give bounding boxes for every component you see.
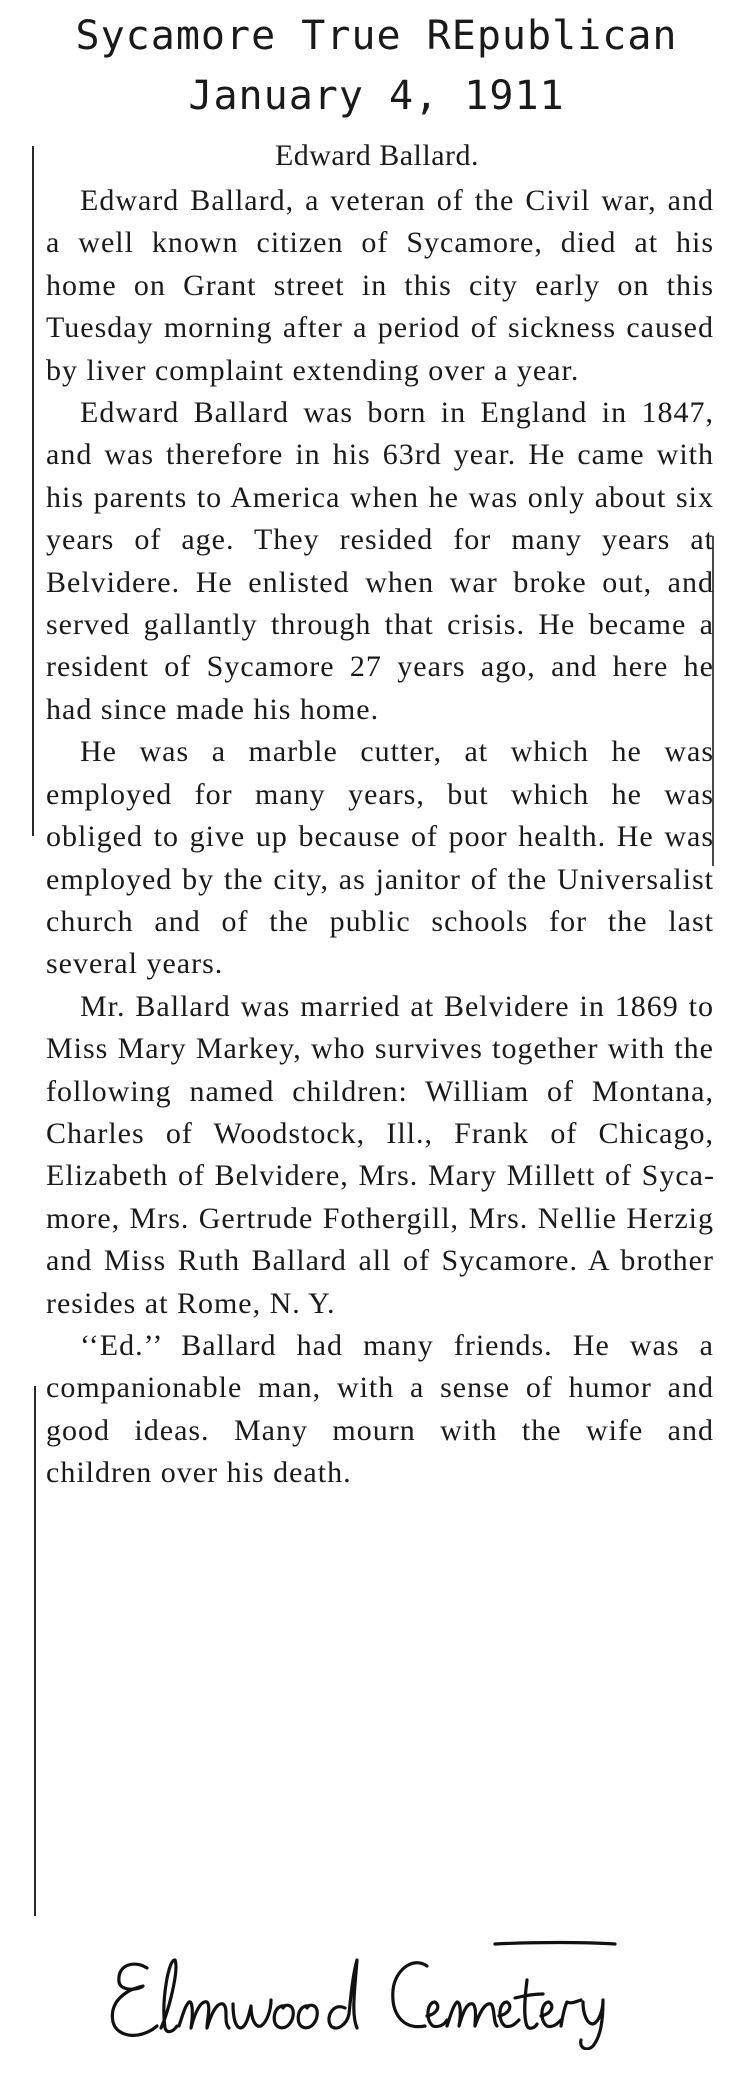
article-paragraph: ‘‘Ed.’’ Ballard had many friends. He was a companionable man, with a sense of humor and good ideas. Many mourn with the wife and children over his death. — [46, 1328, 714, 1490]
article-body — [46, 180, 714, 1495]
handwritten-note-elmwood-cemetery — [95, 1930, 655, 2050]
article-paragraph: Edward Ballard, a veteran of the Civil war, and a well known citizen of Sycamore, died at his home on Grant street in this city early on this Tuesday morning after a period of sickness caused by liver complaint extending over a year. — [46, 184, 714, 387]
publication-date: January 4, 1911 — [188, 73, 565, 119]
article-paragraph: Mr. Ballard was married at Belvidere in 1869 to Miss Mary Markey, who survives together with the following named children: William of Montana, Charles of Woodstock, Ill., Frank of Chicago, Elizabeth of Belvidere, Mrs. Mary Millett of Sycamore, Mrs. Gertrude Fothergill, Mrs. Nellie Herzig and Miss Ruth Ballard all of Sycamore. A brother resides at Rome, N. Y. — [46, 989, 714, 1320]
article-paragraph: Edward Ballard was born in England in 1847, and was therefore in his 63rd year. He came with his parents to America when he was only about six years of age. They resided for many years at Belvidere. He enlisted when war broke out, and served gallantly through that crisis. He became a resident of Sycamore 27 years ago, and here he had since made his home. — [46, 396, 714, 726]
handwriting-image — [95, 1930, 655, 2050]
article-paragraph: He was a marble cutter, at which he was employed for many years, but which he was obliged to give up because of poor health. He was employed by the city, as janitor of the Universalist church and of the public schools for the last several years. — [46, 735, 714, 981]
newspaper-clipping — [32, 136, 722, 1926]
newspaper-title: Sycamore True REpublican — [75, 13, 678, 59]
clipping-edge-line — [32, 146, 34, 836]
article-title: Edward Ballard. — [274, 139, 480, 172]
clipping-edge-line — [34, 1386, 36, 1916]
